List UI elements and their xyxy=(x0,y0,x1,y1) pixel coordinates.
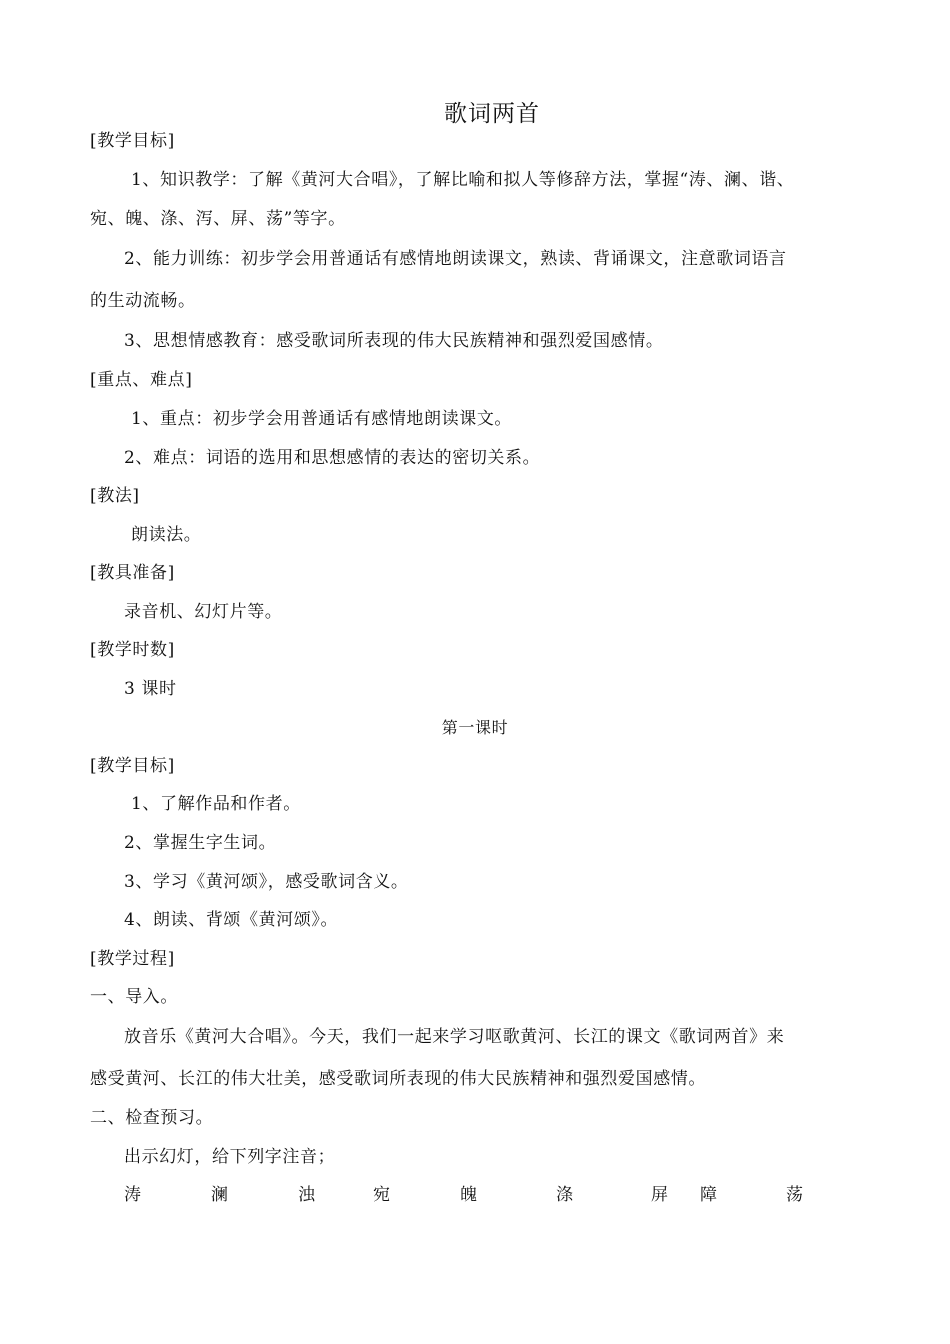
section-header-process: [教学过程] xyxy=(90,949,175,969)
method-text: 朗读法。 xyxy=(131,525,202,545)
intro-paragraph-line-1: 放音乐《黄河大合唱》。今天，我们一起来学习呕歌黄河、长江的课文《歌词两首》来 xyxy=(124,1027,785,1047)
section-header-hours: [教学时数] xyxy=(90,640,175,660)
lesson-1-goal-4: 4、朗读、背颂《黄河颂》。 xyxy=(124,910,339,930)
goal-3: 3、思想情感教育：感受歌词所表现的伟大民族精神和强烈爱国感情。 xyxy=(124,331,664,351)
intro-paragraph-line-2: 感受黄河、长江的伟大壮美，感受歌词所表现的伟大民族精神和强烈爱国感情。 xyxy=(90,1069,706,1089)
goal-1-line-1: 1、知识教学：了解《黄河大合唱》，了解比喻和拟人等修辞方法，掌握“涛、澜、谐、 xyxy=(131,170,795,190)
section-header-teaching-goals: [教学目标] xyxy=(90,131,175,151)
goal-2-line-1: 2、能力训练：初步学会用普通话有感情地朗读课文，熟读、背诵课文，注意歌词语言 xyxy=(124,249,787,269)
character-item: 涤 xyxy=(556,1185,573,1205)
lesson-1-goal-1: 1、了解作品和作者。 xyxy=(131,794,301,814)
document-title: 歌词两首 xyxy=(444,101,540,127)
character-item: 涛 xyxy=(124,1185,141,1205)
lesson-1-title: 第一课时 xyxy=(441,718,509,737)
section-header-key-points: [重点、难点] xyxy=(90,370,193,390)
slide-instruction: 出示幻灯，给下列字注音； xyxy=(124,1147,336,1167)
character-item: 屏 xyxy=(651,1185,668,1205)
character-item: 障 xyxy=(700,1185,717,1205)
character-list xyxy=(0,1184,950,1208)
section-header-method: [教法] xyxy=(90,486,140,506)
character-item: 宛 xyxy=(373,1185,390,1205)
lesson-1-goal-2: 2、掌握生字生词。 xyxy=(124,833,277,853)
section-header-lesson-1-goals: [教学目标] xyxy=(90,756,175,776)
goal-2-line-2: 的生动流畅。 xyxy=(90,291,196,311)
hours-text: 3 课时 xyxy=(124,679,177,699)
character-item: 澜 xyxy=(211,1185,228,1205)
step-1-heading: 一、导入。 xyxy=(90,987,178,1007)
tools-text: 录音机、幻灯片等。 xyxy=(124,602,283,622)
key-point-2: 2、难点：词语的选用和思想感情的表达的密切关系。 xyxy=(124,448,541,468)
step-2-heading: 二、检查预习。 xyxy=(90,1108,214,1128)
key-point-1: 1、重点：初步学会用普通话有感情地朗读课文。 xyxy=(131,409,513,429)
section-header-tools: [教具准备] xyxy=(90,563,175,583)
lesson-1-goal-3: 3、学习《黄河颂》，感受歌词含义。 xyxy=(124,872,409,892)
character-item: 魄 xyxy=(460,1185,477,1205)
character-item: 荡 xyxy=(786,1185,803,1205)
goal-1-line-2: 宛、魄、涤、泻、屏、荡”等字。 xyxy=(90,209,346,229)
character-item: 浊 xyxy=(298,1185,315,1205)
